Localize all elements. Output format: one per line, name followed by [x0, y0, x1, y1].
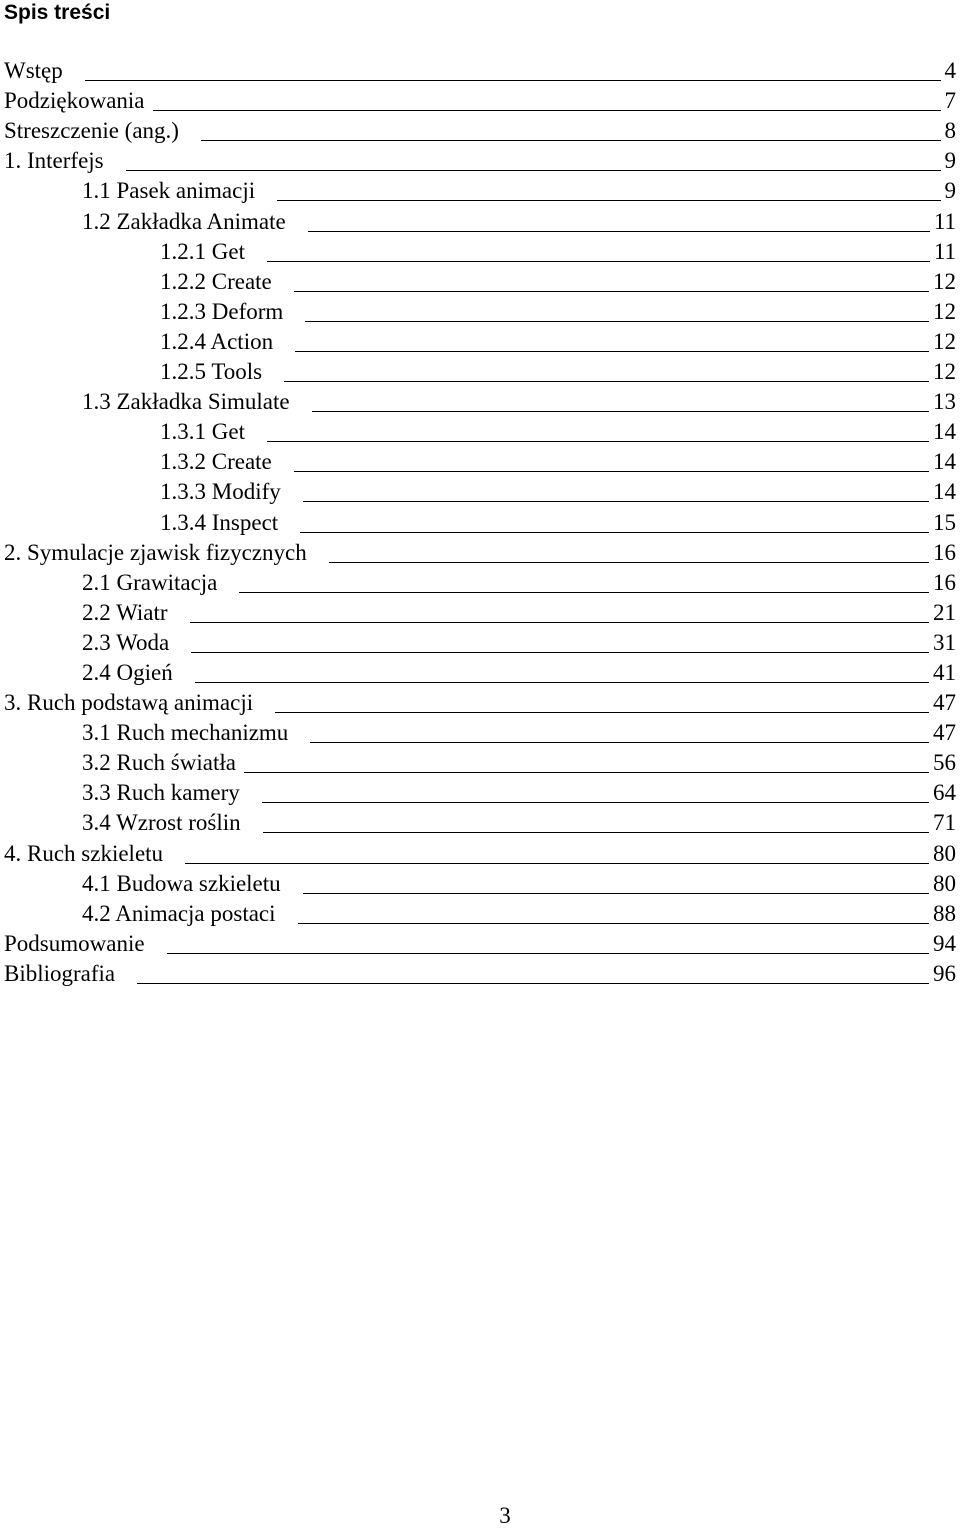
toc-entry-title: 2.1 Grawitacja — [82, 569, 218, 595]
toc-entry-title: 2.4 Ogień — [82, 659, 173, 685]
toc-entry-page-number: 9 — [944, 148, 956, 174]
toc-entry-title: 1.2.2 Create — [160, 268, 272, 294]
toc-entry[interactable] — [0, 177, 960, 207]
toc-entry-page-number: 47 — [933, 720, 956, 746]
toc-entry[interactable] — [0, 358, 960, 388]
toc-entry[interactable] — [0, 298, 960, 328]
toc-leader-line — [167, 953, 929, 954]
toc-leader-line — [329, 562, 929, 563]
toc-entry-page-number: 12 — [933, 328, 956, 354]
toc-leader-line — [185, 863, 929, 864]
toc-entry[interactable] — [0, 238, 960, 268]
toc-entry-title: 3.2 Ruch światła — [82, 750, 236, 776]
toc-leader-line — [153, 110, 941, 111]
toc-entry-page-number: 14 — [933, 479, 956, 505]
toc-leader-line — [190, 622, 929, 623]
toc-entry[interactable] — [0, 809, 960, 839]
toc-entry-title: 1.2.3 Deform — [160, 298, 284, 324]
toc-leader-line — [303, 893, 929, 894]
toc-leader-line — [267, 441, 929, 442]
toc-entry-page-number: 64 — [933, 780, 956, 806]
toc-leader-line — [294, 291, 929, 292]
toc-entry-page-number: 8 — [944, 118, 956, 144]
toc-entry[interactable] — [0, 328, 960, 358]
toc-leader-line — [295, 351, 929, 352]
toc-entry[interactable] — [0, 57, 960, 87]
toc-entry-title: 1.3.1 Get — [160, 419, 245, 445]
toc-entry[interactable] — [0, 117, 960, 147]
toc-leader-line — [244, 772, 929, 773]
toc-entry[interactable] — [0, 508, 960, 538]
toc-entry-title: Streszczenie (ang.) — [4, 118, 179, 144]
toc-entry-page-number: 4 — [944, 58, 956, 84]
toc-entry-title: 1.2.5 Tools — [160, 359, 263, 385]
toc-entry[interactable] — [0, 268, 960, 298]
toc-entry-title: 1.2.4 Action — [160, 328, 274, 354]
toc-entry-page-number: 12 — [933, 268, 956, 294]
toc-entry-page-number: 94 — [933, 930, 956, 956]
toc-entry[interactable] — [0, 960, 960, 990]
toc-entry[interactable] — [0, 569, 960, 599]
toc-entry-title: Wstęp — [4, 58, 63, 84]
toc-entry-page-number: 41 — [933, 659, 956, 685]
toc-leader-line — [262, 802, 929, 803]
page-title: Spis treści — [4, 1, 111, 24]
toc-entry[interactable] — [0, 930, 960, 960]
toc-entry-page-number: 11 — [933, 238, 956, 264]
toc-entry[interactable] — [0, 689, 960, 719]
toc-entry-title: 1.1 Pasek animacji — [82, 178, 256, 204]
toc-entry-title: 1.3.4 Inspect — [160, 509, 279, 535]
toc-entry-page-number: 80 — [933, 840, 956, 866]
toc-entry-title: 1.2.1 Get — [160, 238, 245, 264]
toc-leader-line — [277, 200, 940, 201]
toc-entry-title: 1.3.2 Create — [160, 449, 272, 475]
toc-entry-page-number: 47 — [933, 690, 956, 716]
toc-entry-title: 3.4 Wzrost roślin — [82, 810, 241, 836]
toc-leader-line — [284, 381, 929, 382]
toc-entry-page-number: 9 — [944, 178, 956, 204]
toc-leader-line — [239, 592, 929, 593]
toc-entry-page-number: 80 — [933, 870, 956, 896]
toc-leader-line — [137, 983, 929, 984]
toc-entry[interactable] — [0, 147, 960, 177]
toc-entry-title: 1.2 Zakładka Animate — [82, 208, 286, 234]
toc-leader-line — [294, 471, 929, 472]
toc-entry-title: 2. Symulacje zjawisk fizycznych — [4, 539, 307, 565]
toc-leader-line — [303, 501, 929, 502]
toc-leader-line — [201, 140, 941, 141]
toc-entry-page-number: 14 — [933, 419, 956, 445]
toc-entry-page-number: 15 — [933, 509, 956, 535]
toc-entry[interactable] — [0, 749, 960, 779]
page-number: 3 — [499, 1503, 511, 1528]
toc-entry[interactable] — [0, 539, 960, 569]
toc-leader-line — [312, 411, 929, 412]
toc-entry[interactable] — [0, 87, 960, 117]
toc-leader-line — [275, 712, 929, 713]
toc-entry[interactable] — [0, 629, 960, 659]
toc-entry-page-number: 16 — [933, 539, 956, 565]
toc-entry-title: 4.2 Animacja postaci — [82, 900, 276, 926]
toc-entry-page-number: 88 — [933, 900, 956, 926]
toc-entry-title: 2.2 Wiatr — [82, 599, 168, 625]
toc-entry[interactable] — [0, 418, 960, 448]
toc-entry-title: Bibliografia — [4, 960, 116, 986]
toc-entry[interactable] — [0, 870, 960, 900]
toc-entry[interactable] — [0, 719, 960, 749]
toc-leader-line — [191, 652, 929, 653]
toc-entry-page-number: 16 — [933, 569, 956, 595]
toc-entry-page-number: 11 — [933, 208, 956, 234]
toc-entry[interactable] — [0, 388, 960, 418]
toc-leader-line — [305, 321, 929, 322]
toc-entry-title: 3.1 Ruch mechanizmu — [82, 720, 289, 746]
toc-entry[interactable] — [0, 448, 960, 478]
toc-entry-page-number: 71 — [933, 810, 956, 836]
toc-entry-title: 1.3 Zakładka Simulate — [82, 389, 290, 415]
toc-entry[interactable] — [0, 659, 960, 689]
toc-leader-line — [126, 170, 941, 171]
toc-leader-line — [300, 532, 929, 533]
toc-entry-title: 1.3.3 Modify — [160, 479, 281, 505]
toc-leader-line — [310, 742, 929, 743]
toc-entry-title: 4. Ruch szkieletu — [4, 840, 164, 866]
toc-entry-title: 3.3 Ruch kamery — [82, 780, 240, 806]
toc-entry[interactable] — [0, 839, 960, 869]
toc-entry-title: Podsumowanie — [4, 930, 145, 956]
toc-entry-page-number: 31 — [933, 629, 956, 655]
toc-entry[interactable] — [0, 599, 960, 629]
toc-entry-title: 1. Interfejs — [4, 148, 104, 174]
toc-entry[interactable] — [0, 478, 960, 508]
toc-leader-line — [308, 231, 930, 232]
toc-leader-line — [85, 80, 941, 81]
toc-leader-line — [263, 832, 929, 833]
toc-entry-page-number: 96 — [933, 960, 956, 986]
toc-entry-page-number: 12 — [933, 359, 956, 385]
toc-entry-title: 2.3 Woda — [82, 629, 170, 655]
toc-entry-title: Podziękowania — [4, 88, 145, 114]
toc-entry-page-number: 56 — [933, 750, 956, 776]
toc-entry-page-number: 13 — [933, 389, 956, 415]
toc-leader-line — [298, 923, 929, 924]
toc-entry[interactable] — [0, 207, 960, 237]
toc-leader-line — [195, 682, 929, 683]
toc-entry-page-number: 12 — [933, 298, 956, 324]
toc-entry[interactable] — [0, 779, 960, 809]
toc-entry[interactable] — [0, 900, 960, 930]
toc-entry-title: 3. Ruch podstawą animacji — [4, 690, 254, 716]
toc-entry-title: 4.1 Budowa szkieletu — [82, 870, 281, 896]
toc-leader-line — [267, 261, 930, 262]
toc-entry-page-number: 7 — [944, 88, 956, 114]
toc-entry-page-number: 14 — [933, 449, 956, 475]
table-of-contents — [0, 57, 960, 990]
toc-entry-page-number: 21 — [933, 599, 956, 625]
